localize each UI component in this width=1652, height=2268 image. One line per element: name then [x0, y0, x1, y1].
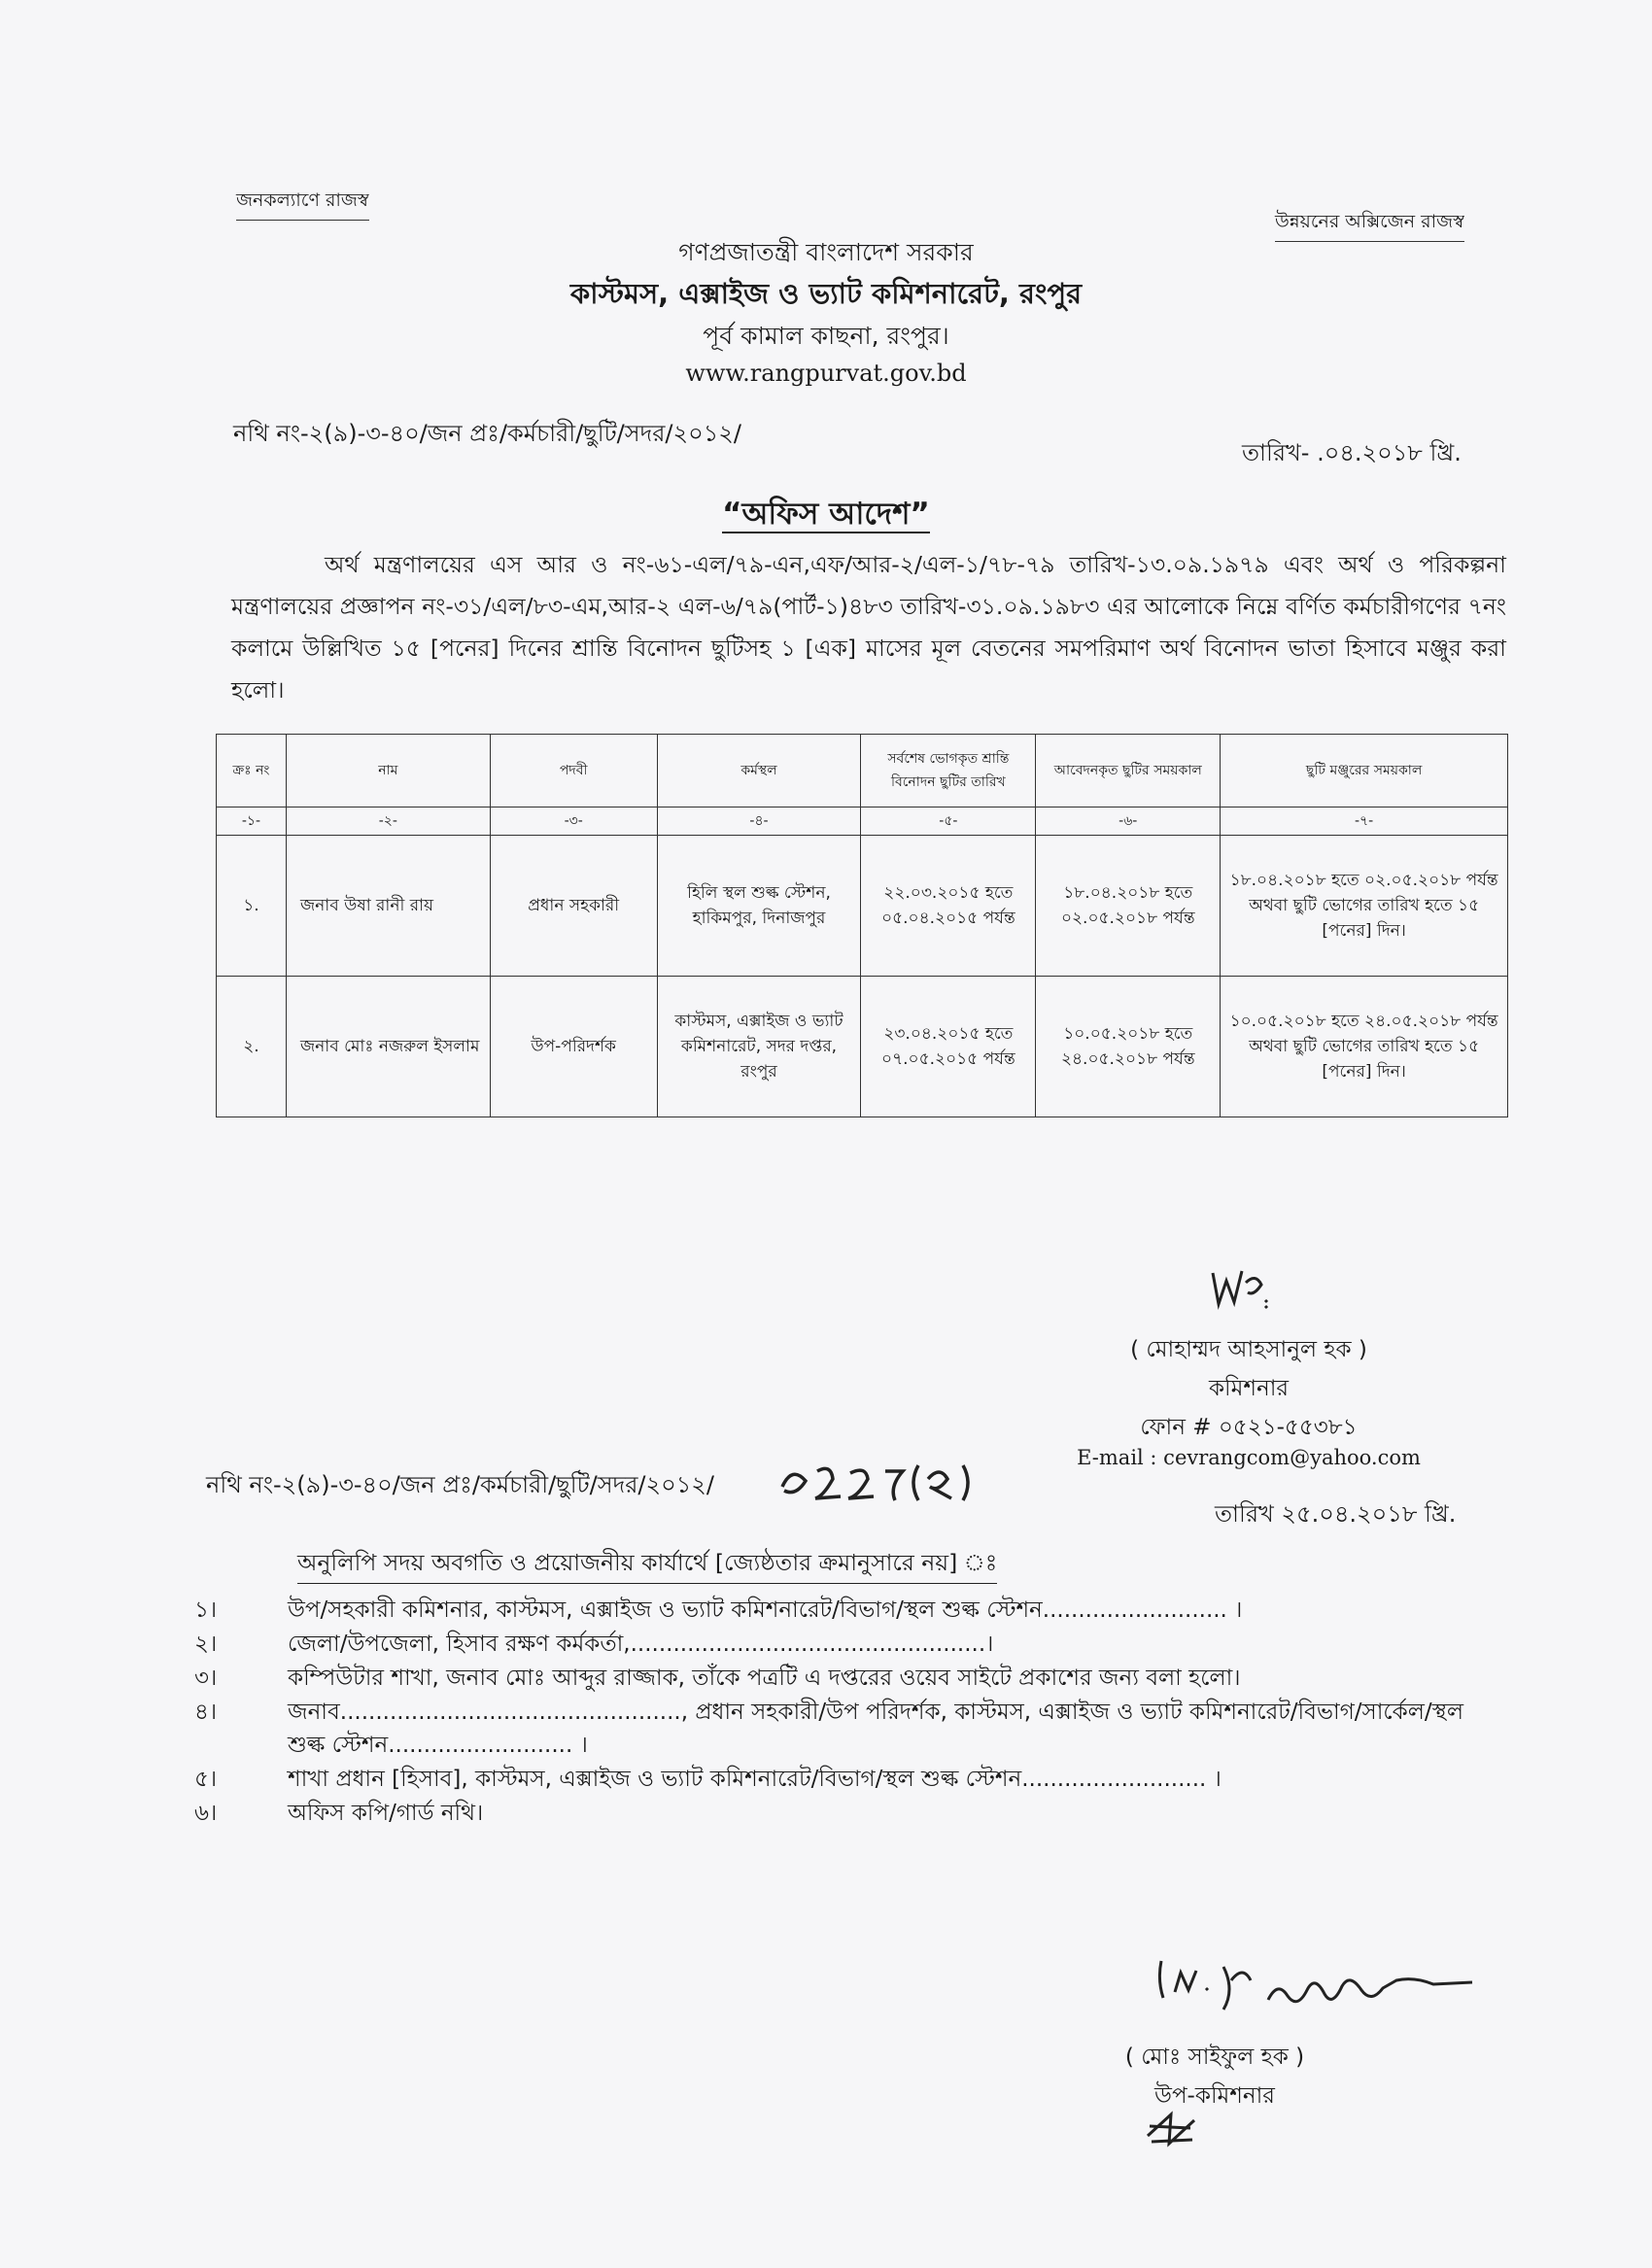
- list-item: [194, 1662, 1477, 1695]
- row-last-leave: ২৩.০৪.২০১৫ হতে ০৭.০৫.২০১৫ পর্যন্ত: [861, 977, 1036, 1117]
- document-title-text: “অফিস আদেশ”: [722, 497, 930, 532]
- list-item-number: ৬।: [194, 1801, 218, 1826]
- list-item-number: ২।: [194, 1632, 218, 1657]
- handwritten-memo-suffix: [773, 1458, 996, 1506]
- index-cell: -৭-: [1221, 808, 1508, 836]
- table-index-row: [217, 808, 1508, 836]
- header-serial: ক্রঃ নং: [217, 735, 287, 808]
- index-cell: -৫-: [861, 808, 1036, 836]
- slogan-right: উন্নয়নের অক্সিজেন রাজস্ব: [1275, 208, 1464, 242]
- header-applied: আবেদনকৃত ছুটির সময়কাল: [1036, 735, 1221, 808]
- list-item-text: কম্পিউটার শাখা, জনাব মোঃ আব্দুর রাজ্জাক, তাঁকে পত্রটি এ দপ্তরের ওয়েব সাইটে প্রকাশের জন্য বলা হলো।: [288, 1666, 1241, 1691]
- office-name: কাস্টমস, এক্সাইজ ও ভ্যাট কমিশনারেট, রংপুর: [569, 277, 1083, 310]
- list-item-number: ৩।: [194, 1666, 218, 1691]
- office-website: www.rangpurvat.gov.bd: [685, 360, 967, 387]
- memo-date: তারিখ- .০৪.২০১৮ খ্রি.: [1242, 439, 1462, 466]
- initial-mark: [1142, 2107, 1200, 2150]
- header-designation: পদবী: [490, 735, 657, 808]
- header-name: নাম: [286, 735, 490, 808]
- commissioner-signature-mark: [1205, 1263, 1273, 1312]
- row-designation: উপ-পরিদর্শক: [490, 977, 657, 1117]
- signatory-email: E-mail : cevrangcom@yahoo.com: [1077, 1446, 1421, 1469]
- row-applied: ১৮.০৪.২০১৮ হতে ০২.০৫.২০১৮ পর্যন্ত: [1036, 836, 1221, 977]
- memo-number: নথি নং-২(৯)-৩-৪০/জন প্রঃ/কর্মচারী/ছুটি/সদর/২০১২/: [233, 420, 741, 447]
- list-item: [194, 1594, 1477, 1627]
- copy-memo-date: তারিখ ২৫.০৪.২০১৮ খ্রি.: [1215, 1500, 1457, 1528]
- row-name: জনাব উষা রানী রায়: [286, 836, 490, 977]
- row-workplace: কাস্টমস, এক্সাইজ ও ভ্যাট কমিশনারেট, সদর দপ্তর, রংপুর: [657, 977, 861, 1117]
- row-name: জনাব মোঃ নজরুল ইসলাম: [286, 977, 490, 1117]
- leave-table: [216, 734, 1508, 1117]
- header-workplace: কর্মস্থল: [657, 735, 861, 808]
- row-granted: ১০.০৫.২০১৮ হতে ২৪.০৫.২০১৮ পর্যন্ত অথবা ছুটি ভোগের তারিখ হতে ১৫ [পনের] দিন।: [1221, 977, 1508, 1117]
- row-workplace: হিলি স্থল শুল্ক স্টেশন, হাকিমপুর, দিনাজপুর: [657, 836, 861, 977]
- table-row: [217, 977, 1508, 1117]
- list-item-text: জনাব................................................, প্রধান সহকারী/উপ পরিদর্শক, কাস্টমস, এক্সাইজ ও ভ্যাট কমিশনারেট/বিভাগ/সার্কেল/স্থল শুল্ক স্টেশন.......................... ।: [288, 1700, 1463, 1758]
- row-serial: ১.: [217, 836, 287, 977]
- list-item-number: ৫।: [194, 1767, 218, 1792]
- deputy-designation: উপ-কমিশনার: [1154, 2083, 1275, 2109]
- index-cell: -৩-: [490, 808, 657, 836]
- row-last-leave: ২২.০৩.২০১৫ হতে ০৫.০৪.২০১৫ পর্যন্ত: [861, 836, 1036, 977]
- deputy-signature: [1142, 1951, 1501, 2029]
- copy-heading: অনুলিপি সদয় অবগতি ও প্রয়োজনীয় কার্যার্থে [জ্যেষ্ঠতার ক্রমানুসারে নয়] ঃ: [297, 1545, 997, 1584]
- index-cell: -১-: [217, 808, 287, 836]
- list-item-text: জেলা/উপজেলা, হিসাব রক্ষণ কর্মকর্তা,..................................................।: [288, 1632, 994, 1657]
- row-applied: ১০.০৫.২০১৮ হতে ২৪.০৫.২০১৮ পর্যন্ত: [1036, 977, 1221, 1117]
- row-designation: প্রধান সহকারী: [490, 836, 657, 977]
- signatory-designation: কমিশনার: [1208, 1376, 1290, 1401]
- list-item: [194, 1628, 1477, 1661]
- index-cell: -৪-: [657, 808, 861, 836]
- slogan-left: জনকল্যাণে রাজস্ব: [236, 187, 369, 221]
- office-address: পূর্ব কামাল কাছনা, রংপুর।: [703, 322, 949, 350]
- index-cell: -২-: [286, 808, 490, 836]
- row-serial: ২.: [217, 977, 287, 1117]
- list-item: [194, 1797, 1477, 1830]
- list-item-number: ১।: [194, 1598, 218, 1623]
- list-item-number: ৪।: [194, 1700, 218, 1725]
- header-last-leave: সর্বশেষ ভোগকৃত শ্রান্তি বিনোদন ছুটির তারিখ: [861, 735, 1036, 808]
- list-item: [194, 1763, 1477, 1796]
- order-body: অর্থ মন্ত্রণালয়ের এস আর ও নং-৬১-এল/৭৯-এন,এফ/আর-২/এল-১/৭৮-৭৯ তারিখ-১৩.০৯.১৯৭৯ এবং অর্থ ও পরিকল্পনা মন্ত্রণালয়ের প্রজ্ঞাপন নং-৩১/এল/৮৩-এম,আর-২ এল-৬/৭৯(পার্ট-১)৪৮৩ তারিখ-৩১.০৯.১৯৮৩ এর আলোকে নিম্নে বর্ণিত কর্মচারীগণের ৭নং কলামে উল্লিখিত ১৫ [পনের] দিনের শ্রান্তি বিনোদন ছুটিসহ ১ [এক] মাসের মূল বেতনের সমপরিমাণ অর্থ বিনোদন ভাতা হিসাবে মঞ্জুর করা হলো।: [231, 551, 1506, 704]
- row-granted: ১৮.০৪.২০১৮ হতে ০২.০৫.২০১৮ পর্যন্ত অথবা ছুটি ভোগের তারিখ হতে ১৫ [পনের] দিন।: [1221, 836, 1508, 977]
- document-title: [0, 491, 1652, 541]
- copy-memo-number: নথি নং-২(৯)-৩-৪০/জন প্রঃ/কর্মচারী/ছুটি/সদর/২০১২/: [206, 1471, 714, 1498]
- signatory-phone: ফোন # ০৫২১-৫৫৩৮১: [1140, 1415, 1358, 1440]
- header-granted: ছুটি মঞ্জুরের সময়কাল: [1221, 735, 1508, 808]
- deputy-name: ( মোঃ সাইফুল হক ): [1124, 2045, 1305, 2070]
- index-cell: -৬-: [1036, 808, 1221, 836]
- copy-list: [194, 1594, 1477, 1831]
- list-item-text: অফিস কপি/গার্ড নথি।: [288, 1801, 484, 1826]
- list-item: [194, 1696, 1477, 1762]
- government-name: গণপ্রজাতন্ত্রী বাংলাদেশ সরকার: [678, 238, 974, 266]
- list-item-text: উপ/সহকারী কমিশনার, কাস্টমস, এক্সাইজ ও ভ্যাট কমিশনারেট/বিভাগ/স্থল শুল্ক স্টেশন.......................... ।: [288, 1598, 1243, 1623]
- table-header-row: [217, 735, 1508, 808]
- list-item-text: শাখা প্রধান [হিসাব], কাস্টমস, এক্সাইজ ও ভ্যাট কমিশনারেট/বিভাগ/স্থল শুল্ক স্টেশন.......................... ।: [288, 1767, 1222, 1792]
- table-row: [217, 836, 1508, 977]
- signatory-name: ( মোহাম্মদ আহসানুল হক ): [1130, 1337, 1367, 1362]
